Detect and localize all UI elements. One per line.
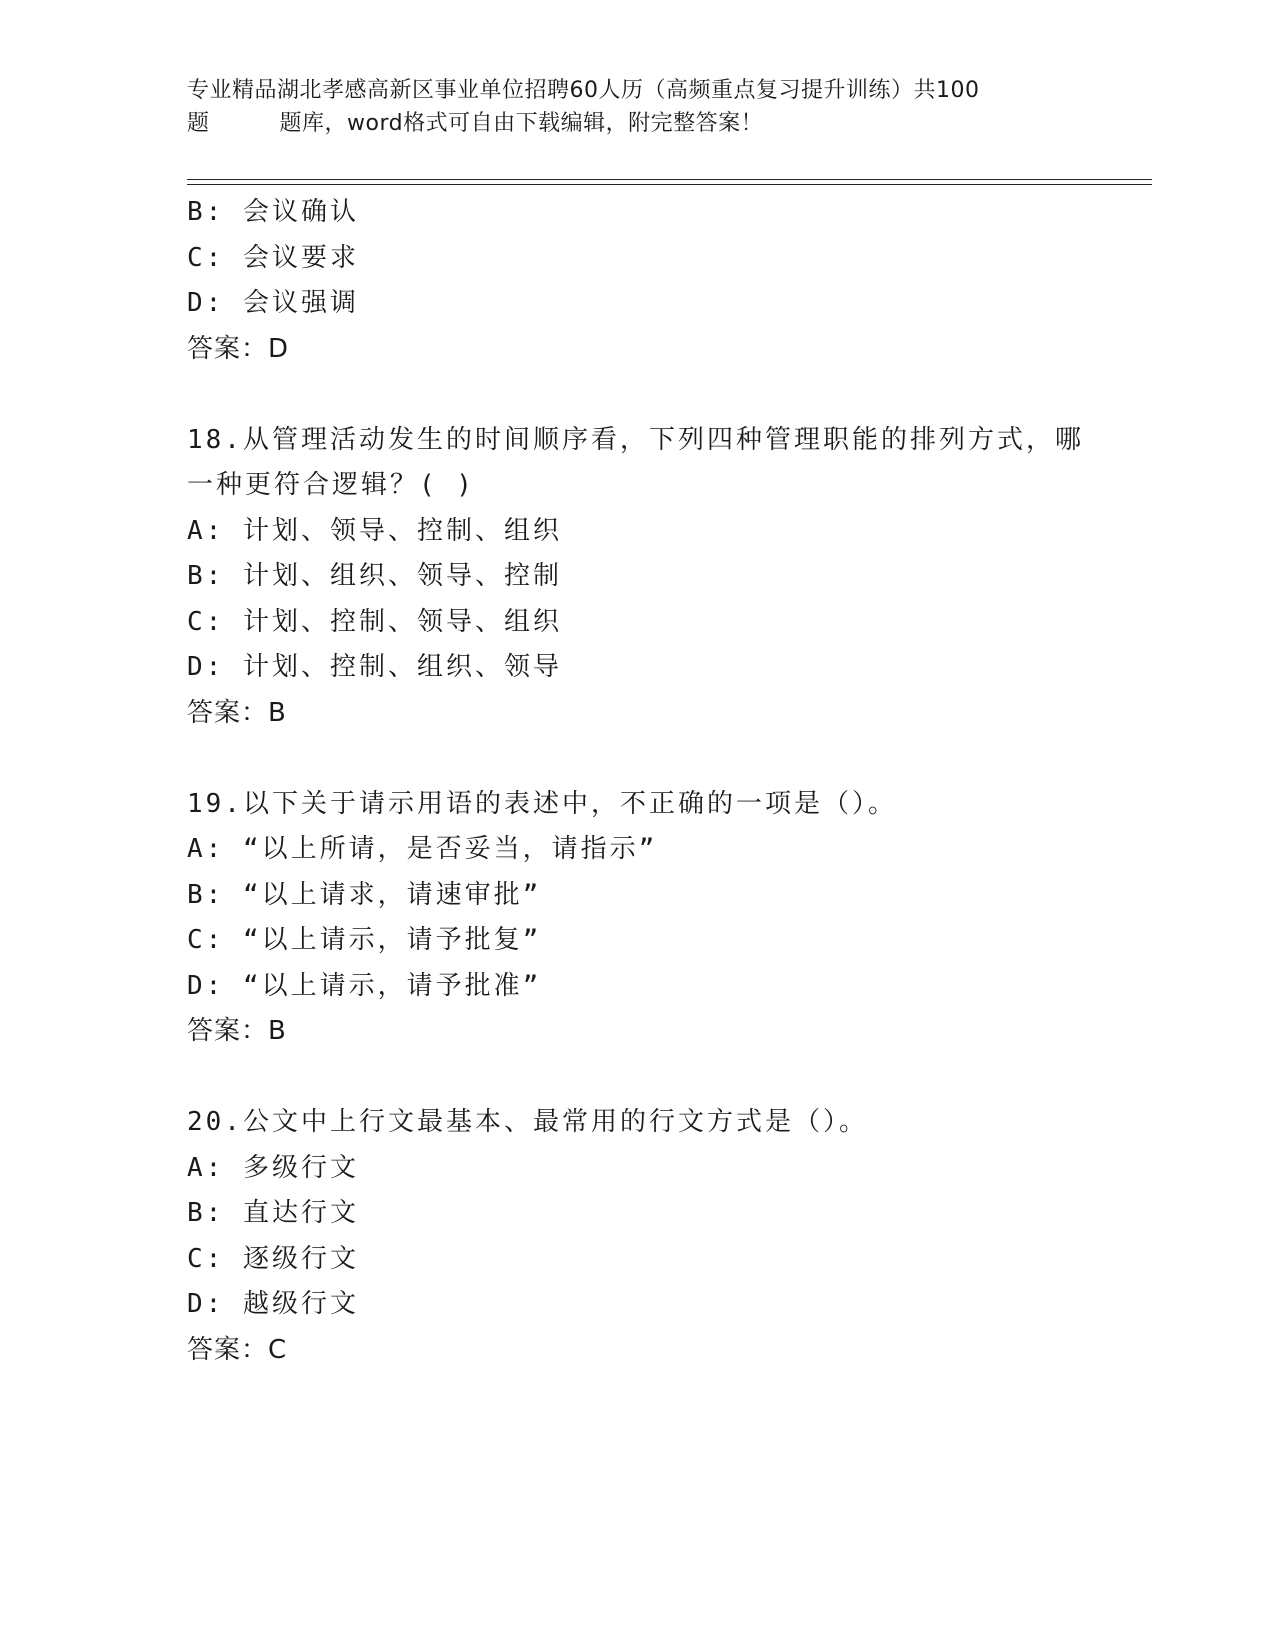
question-stem-line2: 一种更符合逻辑？( ) [187, 470, 475, 500]
option-a: A: 多级行文 [187, 1152, 359, 1183]
header-divider-top [187, 179, 1152, 180]
option-c: C: 计划、控制、领导、组织 [187, 606, 562, 637]
answer: 答案：B [187, 1016, 287, 1046]
option-d: D: “以上请示，请予批准” [187, 970, 542, 1001]
option-a: A: 计划、领导、控制、组织 [187, 515, 562, 546]
header-title-line2-end: 题库，word格式可自由下载编辑，附完整答案！ [279, 111, 764, 136]
option-d: D: 会议强调 [187, 288, 359, 318]
header-title-line1: 专业精品湖北孝感高新区事业单位招聘60人历（高频重点复习提升训练）共100 [187, 78, 980, 103]
question-17 [187, 190, 1087, 372]
option-b: B: 直达行文 [187, 1198, 359, 1228]
question-19 [187, 782, 1087, 1055]
question-content [187, 190, 1087, 1373]
option-a: A: “以上所请，是否妥当，请指示” [187, 834, 658, 864]
answer: 答案：C [187, 1334, 288, 1365]
option-b: B: “以上请求，请速审批” [187, 879, 542, 910]
option-b: B: 会议确认 [187, 197, 359, 227]
question-20 [187, 1100, 1087, 1373]
page-header [187, 74, 1087, 140]
answer: 答案：B [187, 697, 287, 728]
option-d: D: 计划、控制、组织、领导 [187, 652, 562, 682]
option-b: B: 计划、组织、领导、控制 [187, 561, 562, 591]
question-stem: 19.以下关于请示用语的表述中，不正确的一项是（）。 [187, 788, 897, 819]
question-stem: 20.公文中上行文最基本、最常用的行文方式是（）。 [187, 1107, 868, 1137]
answer: 答案：D [187, 333, 290, 364]
option-d: D: 越级行文 [187, 1289, 359, 1319]
header-title-line2-start: 题 [187, 111, 210, 136]
question-stem-line1: 18.从管理活动发生的时间顺序看，下列四种管理职能的排列方式，哪 [187, 424, 1084, 455]
option-c: C: 逐级行文 [187, 1243, 359, 1274]
header-divider-bottom [187, 184, 1152, 185]
option-c: C: “以上请示，请予批复” [187, 925, 542, 955]
header-title-line2 [187, 107, 1087, 140]
question-18 [187, 418, 1087, 737]
option-c: C: 会议要求 [187, 242, 359, 273]
